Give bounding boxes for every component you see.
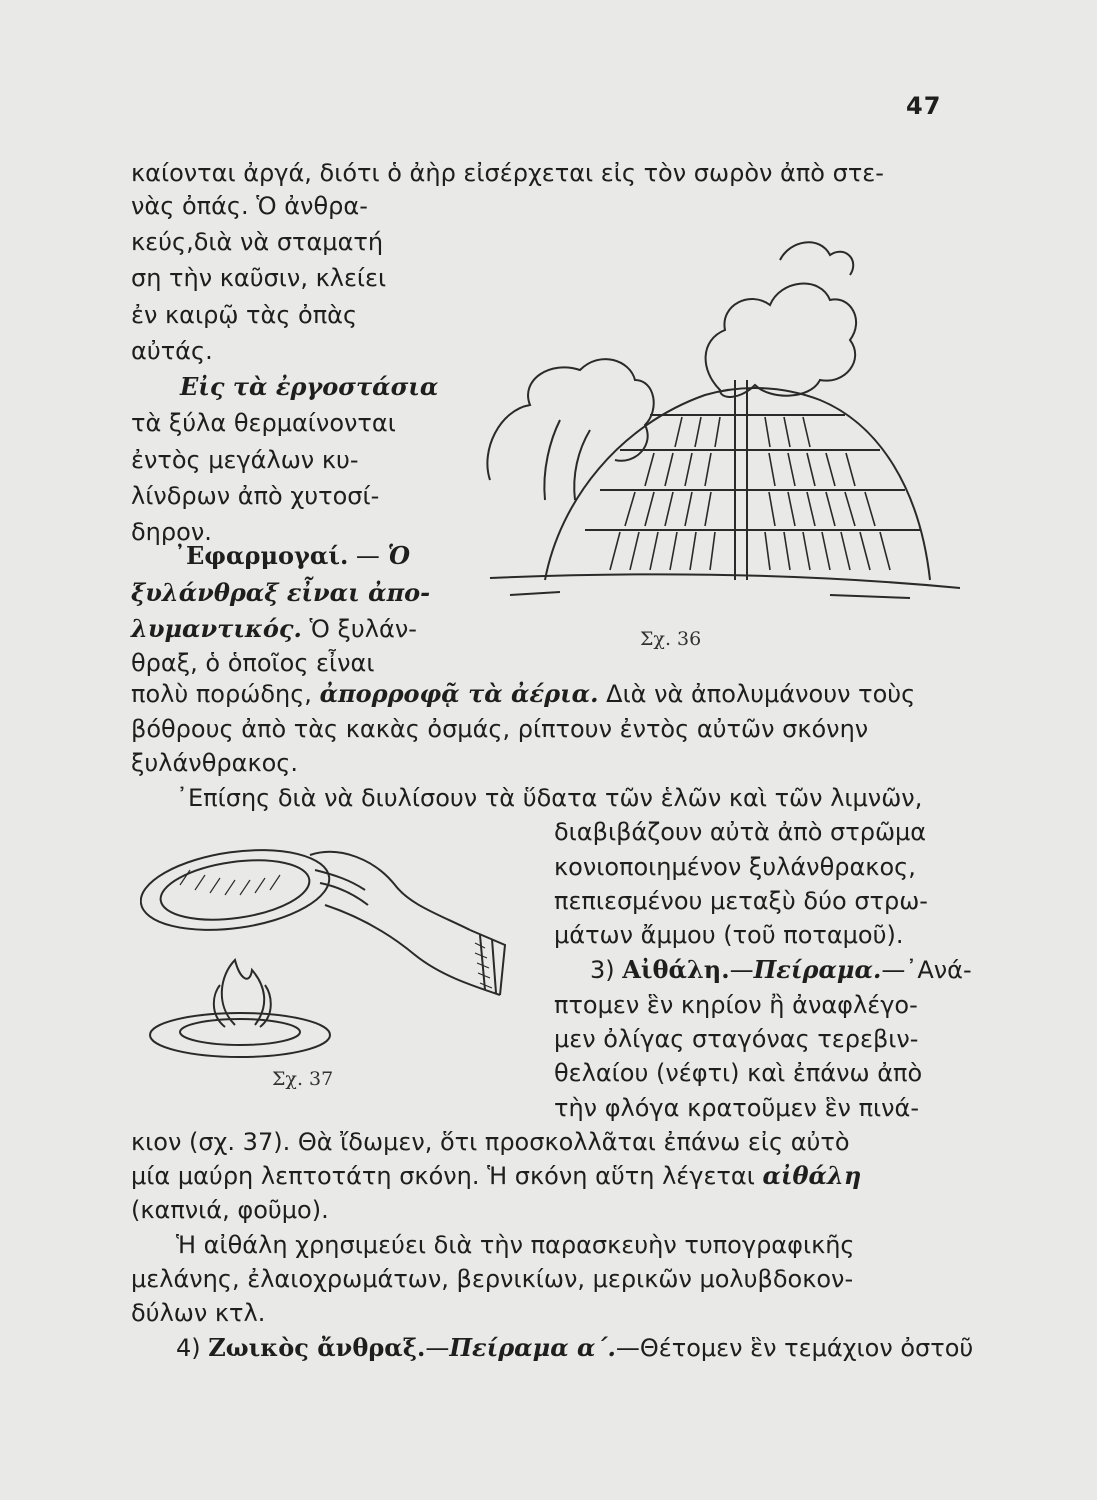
text-line: λίνδρων ἀπὸ χυτοσί- — [131, 482, 380, 510]
text-line — [590, 955, 972, 985]
text-line: κονιοποιημένον ξυλάνθρακος, — [554, 853, 916, 881]
bold-text: Πείραμα. — [753, 955, 882, 984]
text-line: δηρον. — [131, 518, 212, 546]
soot-experiment-illustration — [140, 835, 520, 1075]
bold-text: ξυλάνθραξ εἶναι ἀπο- — [131, 578, 431, 607]
text-line: πτομεν ἓν κηρίον ἢ ἀναφλέγο- — [554, 991, 918, 1019]
text-line: καίονται ἀργά, διότι ὁ ἀὴρ εἰσέρχεται εἰς τὸν σωρὸν ἀπὸ στε- — [131, 159, 884, 187]
text-line: ἐντὸς μεγάλων κυ- — [131, 446, 359, 474]
text-line: νὰς ὀπάς. Ὁ ἀνθρα- — [131, 192, 368, 220]
figure-37-caption: Σχ. 37 — [272, 1068, 334, 1090]
dash: — — [729, 956, 754, 984]
text-line: διαβιβάζουν αὐτὰ ἀπὸ στρῶμα — [554, 818, 927, 846]
section-heading: Ζωικὸς ἄνθραξ. — [208, 1333, 426, 1362]
section-heading: Εἰς τὰ ἐργοστάσια — [180, 372, 439, 401]
charcoal-kiln-illustration — [450, 200, 970, 620]
text-line: κεύς,διὰ νὰ σταματή — [131, 228, 384, 256]
text-line: θραξ, ὁ ὁποῖος εἶναι — [131, 649, 375, 677]
text-line: ἐν καιρῷ τὰς ὀπὰς — [131, 301, 358, 329]
text-line: Ἡ αἰθάλη χρησιμεύει διὰ τὴν παρασκευὴν τυπογραφικῆς — [176, 1231, 855, 1259]
text-span: ᾿Ανά- — [905, 956, 972, 984]
text-line — [131, 679, 915, 709]
bold-text: Πείραμα α΄. — [449, 1333, 616, 1362]
bold-text: λυμαντικός. — [131, 614, 302, 643]
text-line: (καπνιά, φοῦμο). — [131, 1196, 329, 1224]
section-number: 4) — [176, 1334, 209, 1362]
text-line — [176, 1333, 973, 1363]
text-span: Διὰ νὰ ἀπολυμάνουν τοὺς — [598, 680, 916, 708]
text-line: βόθρους ἀπὸ τὰς κακὰς ὀσμάς, ρίπτουν ἐντὸς αὐτῶν σκόνην — [131, 715, 869, 743]
text-line: μεν ὀλίγας σταγόνας τερεβιν- — [554, 1025, 919, 1053]
text-line: δύλων κτλ. — [131, 1299, 266, 1327]
text-line: αὐτάς. — [131, 337, 213, 365]
text-span: μία μαύρη λεπτοτάτη σκόνη. Ἡ σκόνη αὕτη λέγεται — [131, 1162, 763, 1190]
text-line: μελάνης, ἐλαιοχρωμάτων, βερνικίων, μερικῶν μολυβδοκον- — [131, 1265, 854, 1293]
text-span: Ὁ ξυλάν- — [301, 615, 417, 643]
text-line: τὴν φλόγα κρατοῦμεν ἓν πινά- — [554, 1094, 920, 1122]
dash: — — [425, 1334, 450, 1362]
text-line: τὰ ξύλα θερμαίνονται — [131, 409, 396, 437]
bold-text: ἀπορροφᾷ τὰ ἀέρια. — [319, 679, 599, 708]
text-line: θελαίου (νέφτι) καὶ ἐπάνω ἀπὸ — [554, 1059, 923, 1087]
dash: — — [348, 542, 388, 570]
text-line — [174, 541, 410, 571]
text-line: μάτων ἄμμου (τοῦ ποταμοῦ). — [554, 921, 904, 949]
text-line: ση τὴν καῦσιν, κλείει — [131, 264, 387, 292]
text-span: πολὺ πορώδης, — [131, 680, 320, 708]
text-line: ᾿Επίσης διὰ νὰ διυλίσουν τὰ ὕδατα τῶν ἑλῶν καὶ τῶν λιμνῶν, — [176, 784, 923, 812]
text-span: —Θέτομεν ἓν τεμάχιον ὀστοῦ — [615, 1334, 974, 1362]
text-line: πεπιεσμένου μεταξὺ δύο στρω- — [554, 887, 928, 915]
text-line: κιον (σχ. 37). Θὰ ἴδωμεν, ὅτι προσκολλᾶται ἐπάνω εἰς αὐτὸ — [131, 1128, 850, 1156]
dash: — — [881, 956, 906, 984]
bold-text: Ὁ — [387, 541, 410, 570]
text-line — [131, 1161, 861, 1191]
figure-36-caption: Σχ. 36 — [640, 628, 702, 650]
page-number: 47 — [906, 92, 942, 120]
text-line — [131, 614, 417, 644]
section-number: 3) — [590, 956, 623, 984]
section-heading: ᾿Εφαρμογαί. — [174, 541, 349, 570]
bold-text: αἰθάλη — [762, 1161, 862, 1190]
section-heading: Αἰθάλη. — [622, 955, 730, 984]
text-line: ξυλάνθρακος. — [131, 749, 298, 777]
